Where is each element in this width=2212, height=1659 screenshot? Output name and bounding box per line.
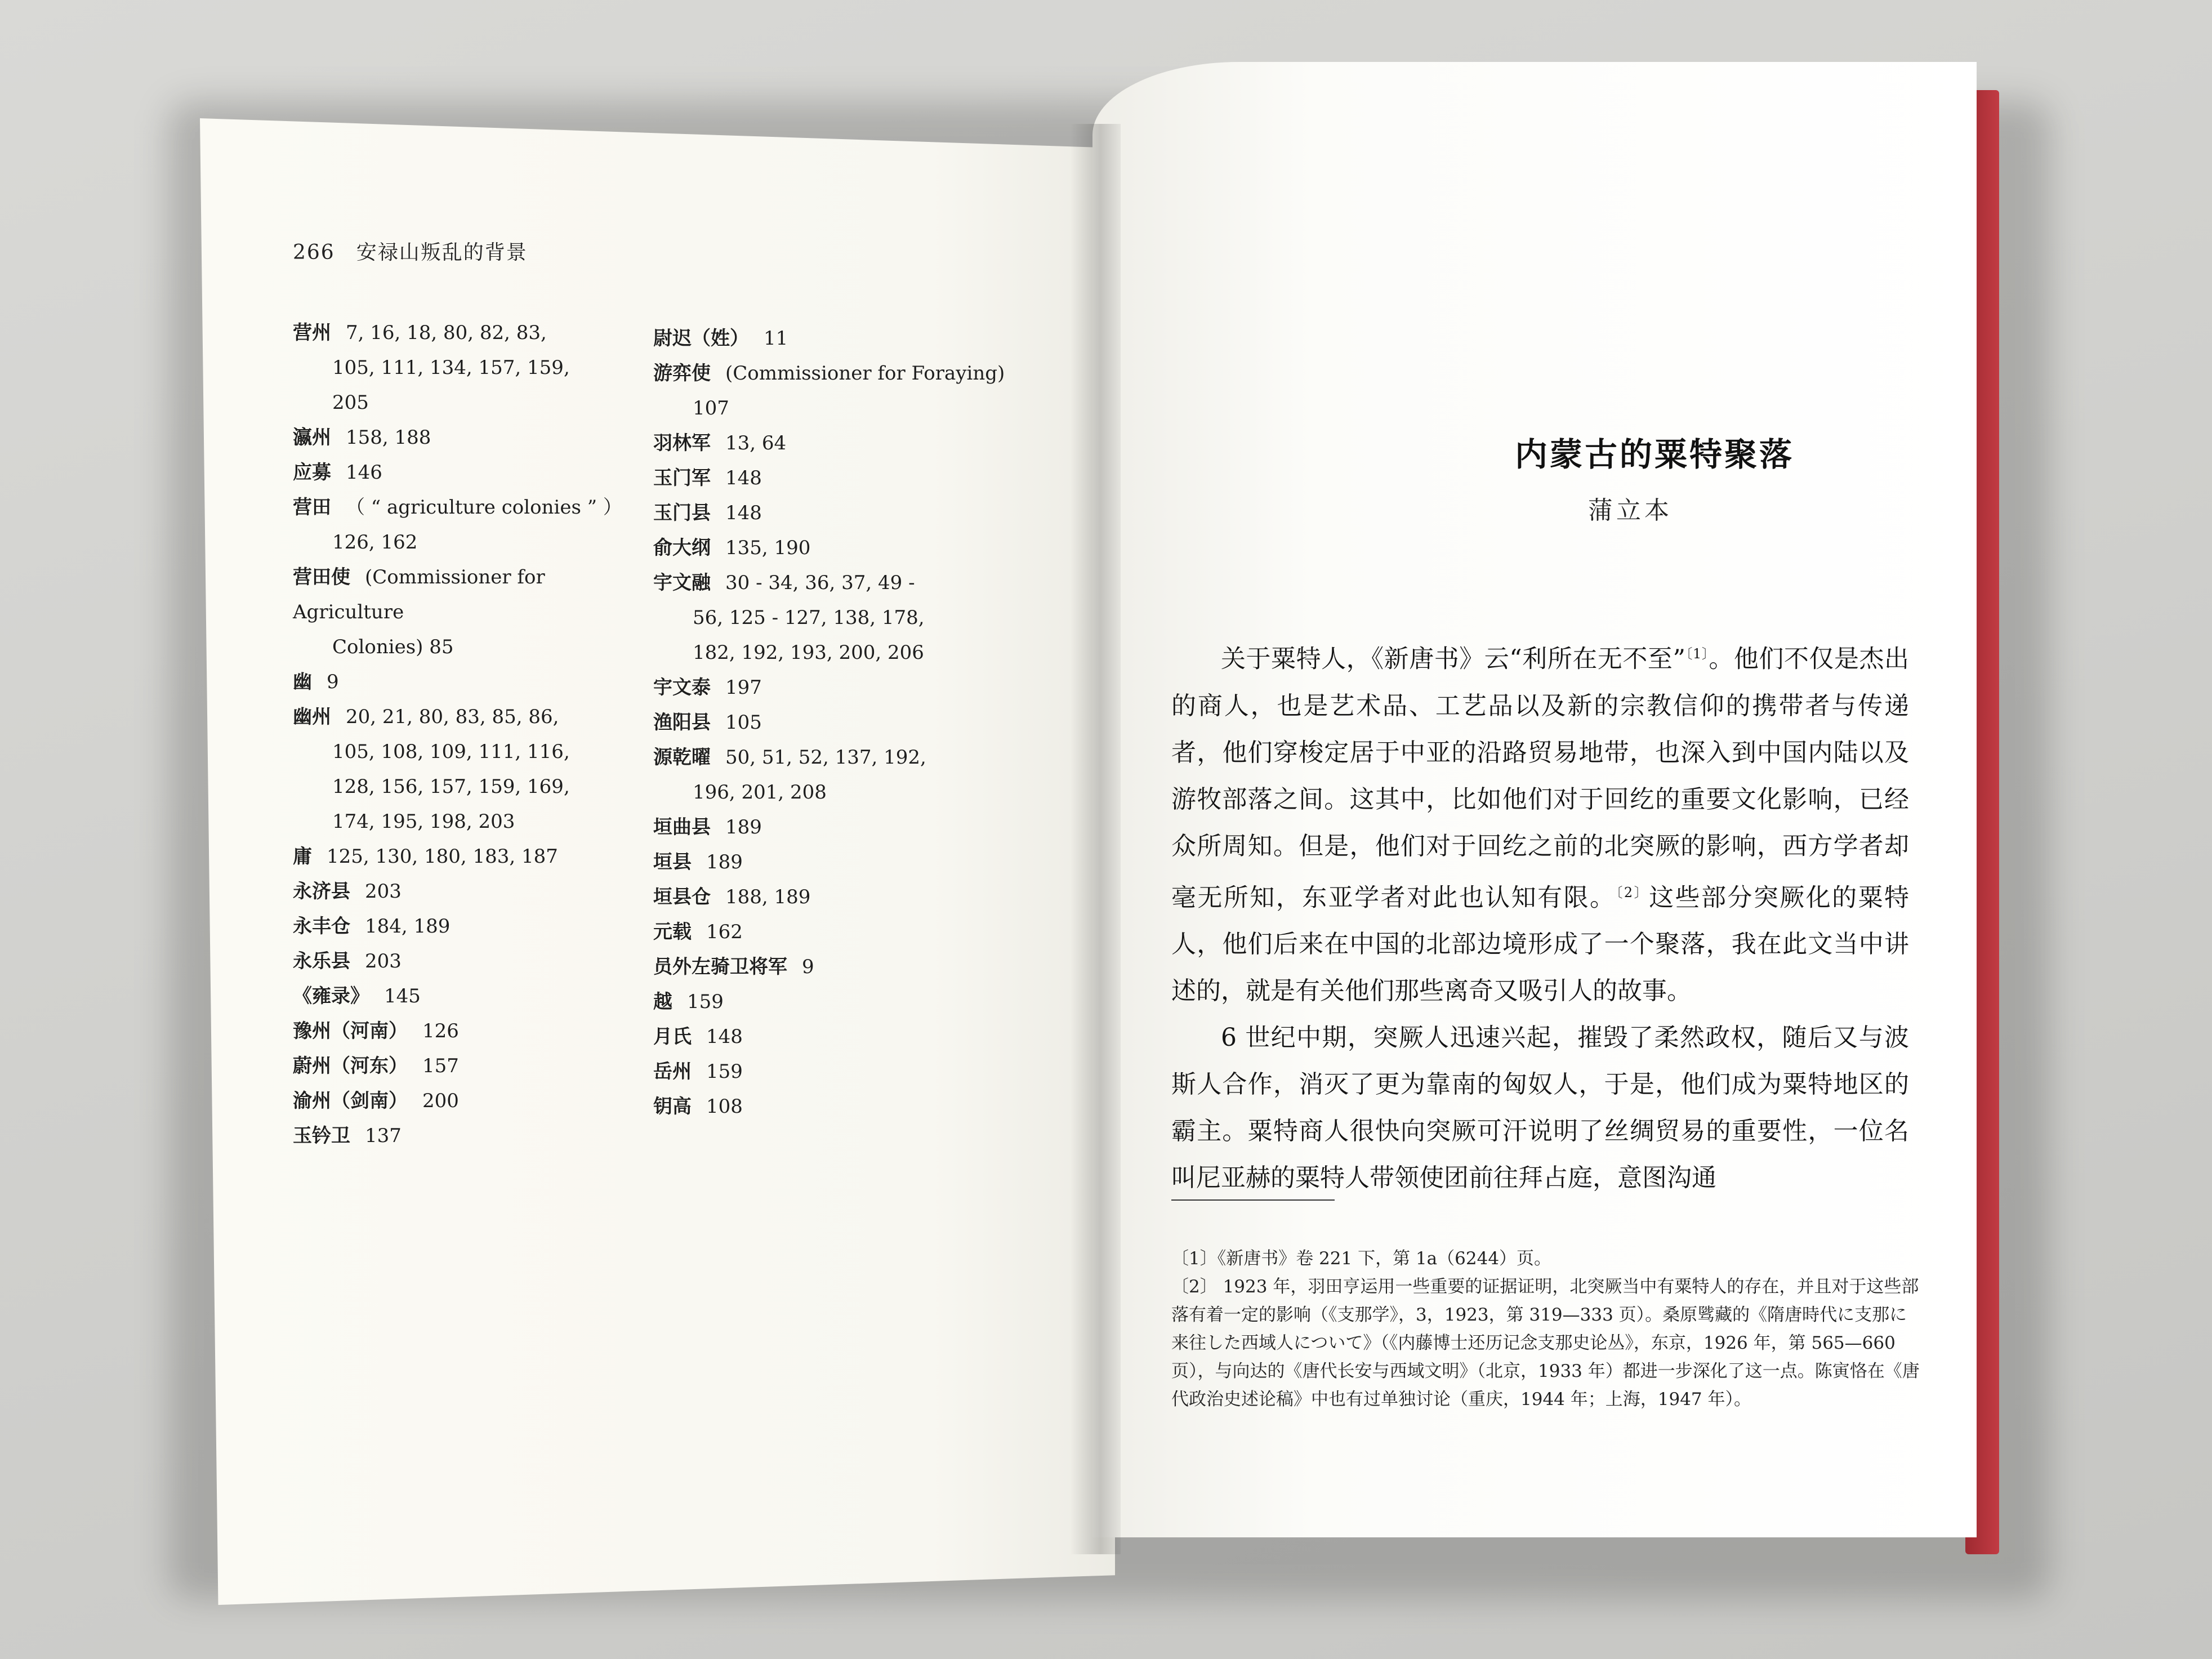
index-term: 豫州（河南） (293, 1020, 408, 1042)
index-entry (293, 1049, 653, 1083)
index-entry (293, 909, 653, 944)
index-refs: Colonies) 85 (332, 636, 454, 658)
running-head-title: 安禄山叛乱的背景 (356, 241, 528, 264)
index-entry (293, 560, 653, 665)
index-refs: 174, 195, 198, 203 (332, 810, 515, 833)
index-entry (293, 874, 653, 909)
index-refs: 50, 51, 52, 137, 192, (725, 746, 926, 769)
index-entry (653, 740, 1047, 810)
index-term: 永乐县 (293, 950, 350, 973)
index-entry (293, 839, 653, 874)
index-term: 尉迟（姓） (653, 327, 749, 350)
index-refs: 105, 111, 134, 157, 159, (332, 356, 570, 379)
index-entry (293, 315, 653, 420)
paragraph-2: 6 世纪中期，突厥人迅速兴起，摧毁了柔然政权，随后又与波斯人合作，消灭了更为靠南的匈奴人，于是，他们成为粟特地区的霸主。粟特商人很快向突厥可汗说明了丝绸贸易的重要性，一位名叫尼亚赫的粟特人带领使团前往拜占庭，意图沟通 (1171, 1023, 1909, 1193)
index-refs: 107 (693, 397, 729, 420)
article-body (1171, 631, 1909, 1201)
index-term: 月氏 (653, 1025, 692, 1048)
index-refs: 182, 192, 193, 200, 206 (693, 641, 924, 664)
index-refs: 196, 201, 208 (693, 781, 827, 804)
index-refs: (Commissioner for Foraying) (725, 362, 1005, 385)
index-refs: 135, 190 (725, 537, 811, 559)
footnote-ref-1: 〔1〕 (1685, 646, 1709, 662)
index-refs: 159 (706, 1060, 743, 1083)
index-entry (293, 979, 653, 1014)
index-refs: 146 (346, 461, 382, 484)
index-column-2 (653, 321, 1047, 1124)
index-entry (653, 321, 1047, 356)
index-entry (653, 461, 1047, 496)
index-entry (653, 949, 1047, 984)
index-entry (653, 565, 1047, 670)
index-refs: 184, 189 (365, 915, 451, 938)
index-refs: 137 (365, 1125, 402, 1147)
index-refs: 148 (706, 1025, 743, 1048)
index-entry (653, 915, 1047, 949)
index-entry (293, 665, 653, 699)
index-refs: 13, 64 (725, 432, 787, 454)
index-refs: 108 (706, 1095, 743, 1118)
index-term: 宇文泰 (653, 676, 711, 699)
index-term: 玉钤卫 (293, 1125, 350, 1147)
index-term: 钥高 (653, 1095, 692, 1118)
index-term: 应募 (293, 461, 331, 484)
paragraph-1 (1171, 631, 1909, 1014)
index-term: 永丰仓 (293, 915, 350, 938)
index-term: 员外左骑卫将军 (653, 956, 787, 978)
index-term: 羽林军 (653, 432, 711, 454)
index-entry (653, 810, 1047, 845)
paragraph-1-text-a: 关于粟特人，《新唐书》云“利所在无不至” (1221, 644, 1685, 674)
index-entry (293, 1014, 653, 1049)
footnote-1: 〔1〕《新唐书》卷 221 下，第 1a（6244）页。 (1171, 1248, 1552, 1269)
index-refs: 197 (725, 676, 762, 699)
index-term: 越 (653, 991, 672, 1013)
index-term: 营田 (293, 496, 331, 519)
index-refs: 7, 16, 18, 80, 82, 83, (346, 322, 547, 344)
index-entry (293, 699, 653, 839)
index-refs: 203 (365, 950, 402, 973)
index-refs: 158, 188 (346, 426, 431, 449)
index-refs: (Commissioner for Agriculture (293, 566, 545, 623)
index-term: 岳州 (653, 1060, 692, 1083)
paragraph-1-text-c: 这些部分突厥化的粟特人，他们后来在中国的北部边境形成了一个聚落，我在此文当中讲述的，就是有关他们那些离奇又吸引人的故事。 (1171, 883, 1910, 1006)
index-term: 瀛州 (293, 426, 331, 449)
index-refs: 148 (725, 467, 762, 489)
index-term: 宇文融 (653, 572, 711, 594)
index-entry (293, 1083, 653, 1118)
index-refs: 11 (764, 327, 788, 350)
index-refs: 56, 125 - 127, 138, 178, (693, 606, 925, 629)
index-refs: （ “ agriculture colonies ” ） (346, 496, 622, 519)
index-term: 俞大纲 (653, 537, 711, 559)
index-term: 垣曲县 (653, 816, 711, 839)
index-term: 玉门军 (653, 467, 711, 489)
index-refs: 189 (725, 816, 762, 839)
index-term: 幽州 (293, 706, 331, 728)
index-entry (653, 530, 1047, 565)
index-refs: 148 (725, 502, 762, 524)
index-refs: 9 (802, 956, 814, 978)
index-entry (653, 670, 1047, 705)
index-refs: 126, 162 (332, 531, 418, 554)
index-entry (293, 490, 653, 560)
index-refs: 189 (706, 851, 743, 873)
footnote-rule (1171, 1199, 1335, 1201)
paragraph-1-text-b: 。他们不仅是杰出的商人，也是艺术品、工艺品以及新的宗教信仰的携带者与传递者，他们穿梭定居于中亚的沿路贸易地带，也深入到中国内陆以及游牧部落之间。这其中，比如他们对于回纥的重要文化影响，已经众所周知。但是，他们对于回纥之前的北突厥的影响，西方学者却毫无所知，东亚学者对此也认知有限。 (1171, 644, 1909, 912)
footnote-2: 〔2〕 1923 年，羽田亨运用一些重要的证据证明，北突厥当中有粟特人的存在，并且对于这些部落有着一定的影响（《支那学》，3，1923，第 319—333 页）。桑原骘藏的《隋唐時代に支那に来往した西域人について》（《内藤博士还历记念支那史论丛》，东京，1926 年，第 565—660 页），与向达的《唐代长安与西域文明》（北京，1933 年）都进一步深化了这一点。陈寅恪在《唐代政治史述论稿》中也有过单独讨论（重庆，1944 年；上海，1947 年）。 (1171, 1277, 1920, 1410)
index-term: 垣县 (653, 851, 692, 873)
article-title: 内蒙古的粟特聚落 (1515, 435, 1795, 474)
index-term: 幽 (293, 671, 312, 693)
index-term: 永济县 (293, 880, 350, 903)
index-refs: 30 - 34, 36, 37, 49 - (725, 572, 915, 594)
index-refs: 159 (687, 991, 724, 1013)
index-refs: 126 (422, 1020, 459, 1042)
index-entry (653, 1019, 1047, 1054)
index-term: 元载 (653, 921, 692, 943)
index-entry (293, 944, 653, 979)
index-term: 渝州（剑南） (293, 1090, 408, 1112)
index-entry (653, 356, 1047, 426)
index-refs: 200 (422, 1090, 459, 1112)
index-refs: 105 (725, 711, 762, 734)
index-column-1 (293, 315, 653, 1153)
index-term: 营田使 (293, 566, 350, 588)
index-entry (653, 845, 1047, 880)
footnote-ref-2: 〔2〕 (1616, 884, 1649, 900)
index-entry (653, 1089, 1047, 1124)
index-term: 庸 (293, 845, 312, 868)
index-entry (653, 496, 1047, 530)
index-term: 源乾曜 (653, 746, 711, 769)
footnotes (1171, 1245, 1920, 1413)
index-refs: 128, 156, 157, 159, 169, (332, 775, 570, 798)
index-refs: 157 (422, 1055, 459, 1077)
index-entry (293, 455, 653, 490)
index-term: 垣县仓 (653, 886, 711, 908)
index-term: 玉门县 (653, 502, 711, 524)
index-entry (293, 1118, 653, 1153)
index-term: 渔阳县 (653, 711, 711, 734)
index-entry (293, 420, 653, 455)
index-refs: 105, 108, 109, 111, 116, (332, 741, 570, 763)
index-refs: 20, 21, 80, 83, 85, 86, (346, 706, 559, 728)
index-refs: 125, 130, 180, 183, 187 (327, 845, 558, 868)
index-term: 蔚州（河东） (293, 1055, 408, 1077)
index-entry (653, 426, 1047, 461)
index-term: 游弈使 (653, 362, 711, 385)
index-term: 营州 (293, 322, 331, 344)
index-refs: 205 (332, 391, 369, 414)
index-entry (653, 705, 1047, 740)
index-refs: 9 (327, 671, 339, 693)
index-entry (653, 984, 1047, 1019)
index-entry (653, 1054, 1047, 1089)
index-refs: 145 (384, 985, 421, 1007)
index-entry (653, 880, 1047, 915)
index-refs: 162 (706, 921, 743, 943)
index-refs: 188, 189 (725, 886, 811, 908)
index-refs: 203 (365, 880, 402, 903)
page-number: 266 (293, 241, 335, 264)
article-author: 蒲立本 (1588, 496, 1673, 525)
running-head (293, 237, 528, 265)
book-gutter (1070, 124, 1121, 1554)
index-term: 《雍录》 (293, 985, 369, 1007)
